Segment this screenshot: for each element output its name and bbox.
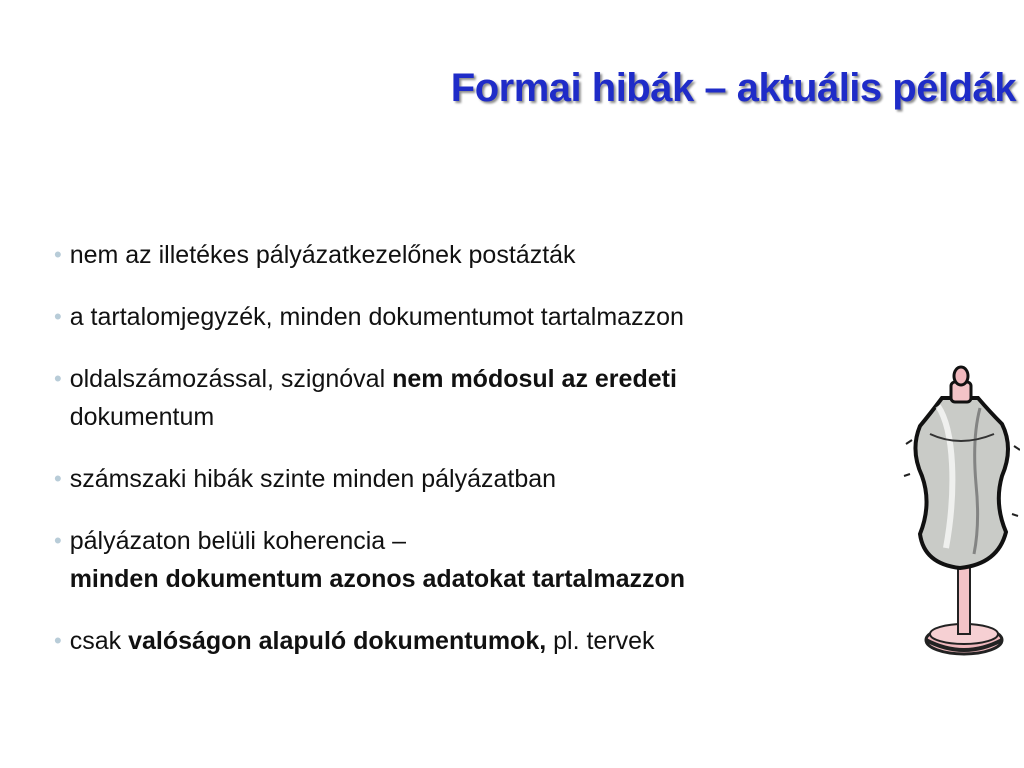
bullet-dot: • — [54, 304, 62, 329]
list-item — [54, 622, 874, 660]
list-item — [54, 360, 874, 436]
bullet-text: nem az illetékes pályázatkezelőnek postázták — [69, 241, 576, 269]
bullet-dot: • — [54, 628, 62, 653]
dress-form-mannequin-icon — [902, 364, 1020, 666]
slide-title: Formai hibák – aktuális példák — [450, 66, 1016, 110]
list-item — [54, 236, 874, 274]
bold-phrase: nem módosul az eredeti — [392, 365, 677, 393]
bullet-text: oldalszámozással, szignóval nem módosul az eredeti dokumentum — [69, 365, 677, 431]
bold-phrase: minden dokumentum azonos adatokat tartalmazzon — [69, 565, 686, 593]
bold-phrase: valóságon alapuló dokumentumok, — [128, 627, 547, 655]
bullet-text: csak valóságon alapuló dokumentumok, pl. tervek — [69, 627, 655, 655]
bullet-dot: • — [54, 366, 62, 391]
bullet-text: a tartalomjegyzék, minden dokumentumot tartalmazzon — [69, 303, 684, 331]
bullet-text: számszaki hibák szinte minden pályázatban — [69, 465, 557, 493]
list-item — [54, 460, 874, 498]
list-item — [54, 522, 874, 598]
bullet-dot: • — [54, 528, 62, 553]
bullet-dot: • — [54, 466, 62, 491]
bullet-list — [54, 236, 874, 684]
bullet-dot: • — [54, 242, 62, 267]
bullet-text: pályázaton belüli koherencia – minden dokumentum azonos adatokat tartalmazzon — [69, 527, 686, 593]
list-item — [54, 298, 874, 336]
